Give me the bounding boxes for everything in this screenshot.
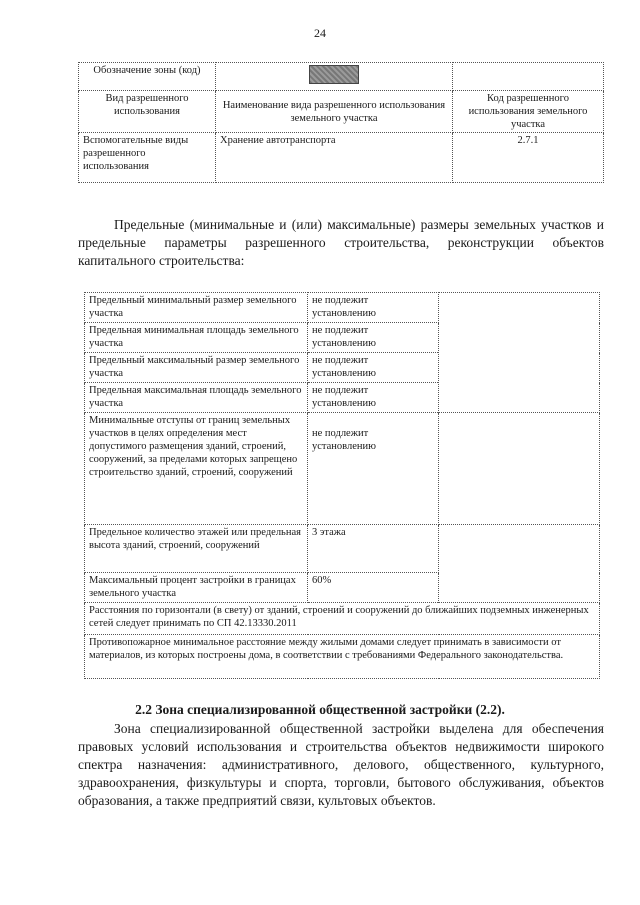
param-value: не подлежит установлению xyxy=(308,293,439,323)
page-number: 24 xyxy=(314,26,326,40)
row-use-name: Хранение автотранспорта xyxy=(216,133,453,183)
param-name: Минимальные отступы от границ земельных участков в целях определения мест допустимого размещения зданий, строений, сооружений, за пределами которых запрещено строительство зданий, строений, сооружений xyxy=(85,413,308,525)
param-value: не подлежит установлению xyxy=(308,323,439,353)
param-name: Предельное количество этажей или предельная высота зданий, строений, сооружений xyxy=(85,525,308,573)
param-name: Предельный минимальный размер земельного участка xyxy=(85,293,308,323)
param-value: не подлежит установлению xyxy=(308,413,439,525)
row-use-type: Вспомогательные виды разрешенного использования xyxy=(79,133,216,183)
section-paragraph: Зона специализированной общественной застройки выделена для обеспечения правовых условий использования и строительства объектов недвижимости широкого спектра назначения: административного, делового, общественного, культурного, здравоохранения, физкультуры и спорта, торговли, бытового обслуживания, объектов образования, а также предприятий связи, культовых объектов. xyxy=(78,721,604,808)
param-value: 3 этажа xyxy=(308,525,439,573)
use-type-label: Вид разрешенного использования xyxy=(79,91,216,133)
note-fire-distance: Противопожарное минимальное расстояние между жилыми домами следует принимать в зависимости от материалов, из которых построены дома, в соответствии с требованиями Федерального законодательства. xyxy=(85,635,600,679)
col-name-header: Наименование вида разрешенного использования земельного участка xyxy=(216,91,453,133)
permitted-use-table xyxy=(78,62,604,183)
param-value: не подлежит установлению xyxy=(308,383,439,413)
param-name: Максимальный процент застройки в границах земельного участка xyxy=(85,573,308,603)
row-use-code: 2.7.1 xyxy=(453,133,604,183)
section-heading: 2.2 Зона специализированной общественной застройки (2.2). xyxy=(135,702,505,717)
param-name: Предельная максимальная площадь земельного участка xyxy=(85,383,308,413)
param-name: Предельная минимальная площадь земельного участка xyxy=(85,323,308,353)
col-code-header: Код разрешенного использования земельного участка xyxy=(453,91,604,133)
parameters-table xyxy=(84,292,600,679)
zone-code-redacted xyxy=(309,65,359,84)
param-value: 60% xyxy=(308,573,439,603)
param-value: не подлежит установлению xyxy=(308,353,439,383)
note-distance: Расстояния по горизонтали (в свету) от зданий, строений и сооружений до ближайших подземных инженерных сетей следует принимать по СП 42.13330.2011 xyxy=(85,603,600,635)
param-name: Предельный максимальный размер земельного участка xyxy=(85,353,308,383)
zone-label: Обозначение зоны (код) xyxy=(79,63,216,91)
intro-paragraph: Предельные (минимальные и (или) максимальные) размеры земельных участков и предельные параметры разрешенного строительства, реконструкции объектов капитального строительства: xyxy=(78,217,604,268)
